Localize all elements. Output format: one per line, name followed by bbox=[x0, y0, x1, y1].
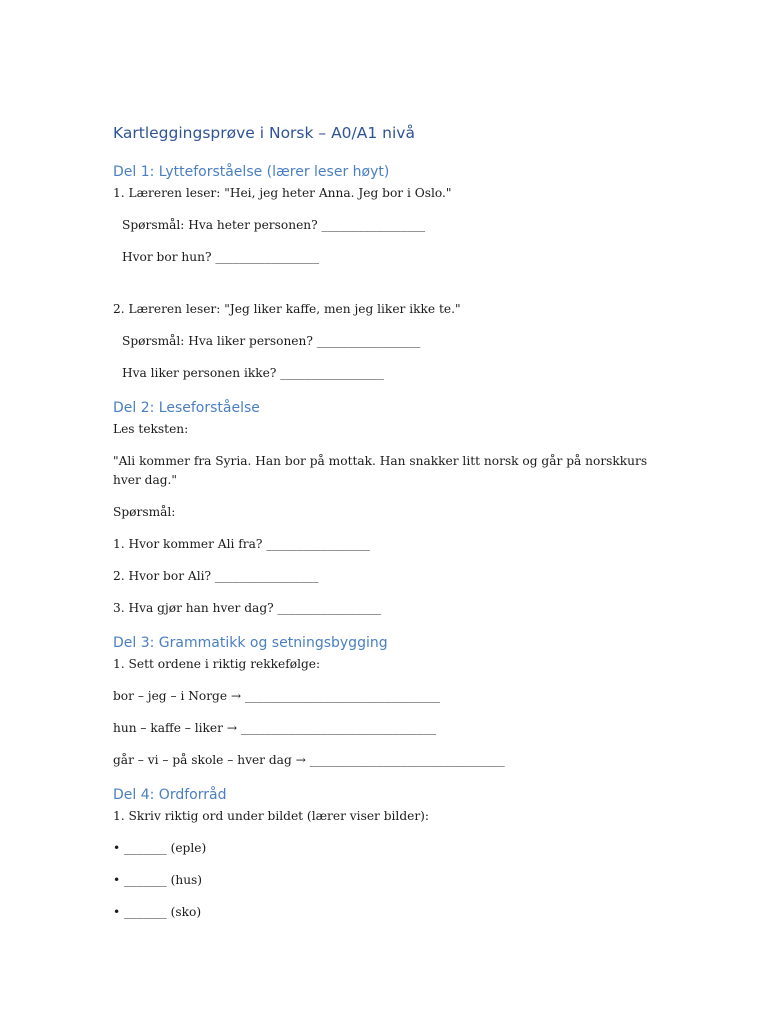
section-2-question-1: 1. Hvor kommer Ali fra? _________________ bbox=[113, 537, 370, 551]
section-2-reading-text: "Ali kommer fra Syria. Han bor på mottak. Han snakker litt norsk og går på norskkurs hver dag." bbox=[113, 454, 648, 487]
section-3-instruction: 1. Sett ordene i riktig rekkefølge: bbox=[113, 657, 321, 671]
section-2-heading: Del 2: Leseforståelse bbox=[113, 400, 260, 416]
section-4-word-2: • _______ (hus) bbox=[113, 873, 203, 887]
section-3-sentence-3: går – vi – på skole – hver dag → ________________________________ bbox=[113, 753, 505, 767]
section-2-question-2: 2. Hvor bor Ali? _________________ bbox=[113, 569, 319, 583]
section-1-item-1: 1. Læreren leser: "Hei, jeg heter Anna. Jeg bor i Oslo." bbox=[113, 186, 452, 200]
section-2-questions-label: Spørsmål: bbox=[113, 505, 176, 519]
section-1-question-2: Hvor bor hun? _________________ bbox=[122, 250, 319, 264]
section-3-sentence-2: hun – kaffe – liker → ________________________________ bbox=[113, 721, 436, 735]
section-1-heading: Del 1: Lytteforståelse (lærer leser høyt) bbox=[113, 164, 390, 180]
section-4-word-3: • _______ (sko) bbox=[113, 905, 202, 919]
section-2-intro: Les teksten: bbox=[113, 422, 189, 436]
section-4-heading: Del 4: Ordforråd bbox=[113, 787, 227, 803]
section-1-question-1: Spørsmål: Hva heter personen? _________________ bbox=[122, 218, 426, 232]
document-page bbox=[113, 0, 673, 1024]
section-1-question-3: Spørsmål: Hva liker personen? _________________ bbox=[122, 334, 421, 348]
document-title: Kartleggingsprøve i Norsk – A0/A1 nivå bbox=[113, 124, 415, 142]
section-1-item-2: 2. Læreren leser: "Jeg liker kaffe, men jeg liker ikke te." bbox=[113, 302, 461, 316]
section-2-question-3: 3. Hva gjør han hver dag? _________________ bbox=[113, 601, 382, 615]
section-1-question-4: Hva liker personen ikke? _________________ bbox=[122, 366, 384, 380]
section-4-instruction: 1. Skriv riktig ord under bildet (lærer viser bilder): bbox=[113, 809, 430, 823]
section-4-word-1: • _______ (eple) bbox=[113, 841, 207, 855]
section-3-sentence-1: bor – jeg – i Norge → ________________________________ bbox=[113, 689, 441, 703]
section-3-heading: Del 3: Grammatikk og setningsbygging bbox=[113, 635, 388, 651]
